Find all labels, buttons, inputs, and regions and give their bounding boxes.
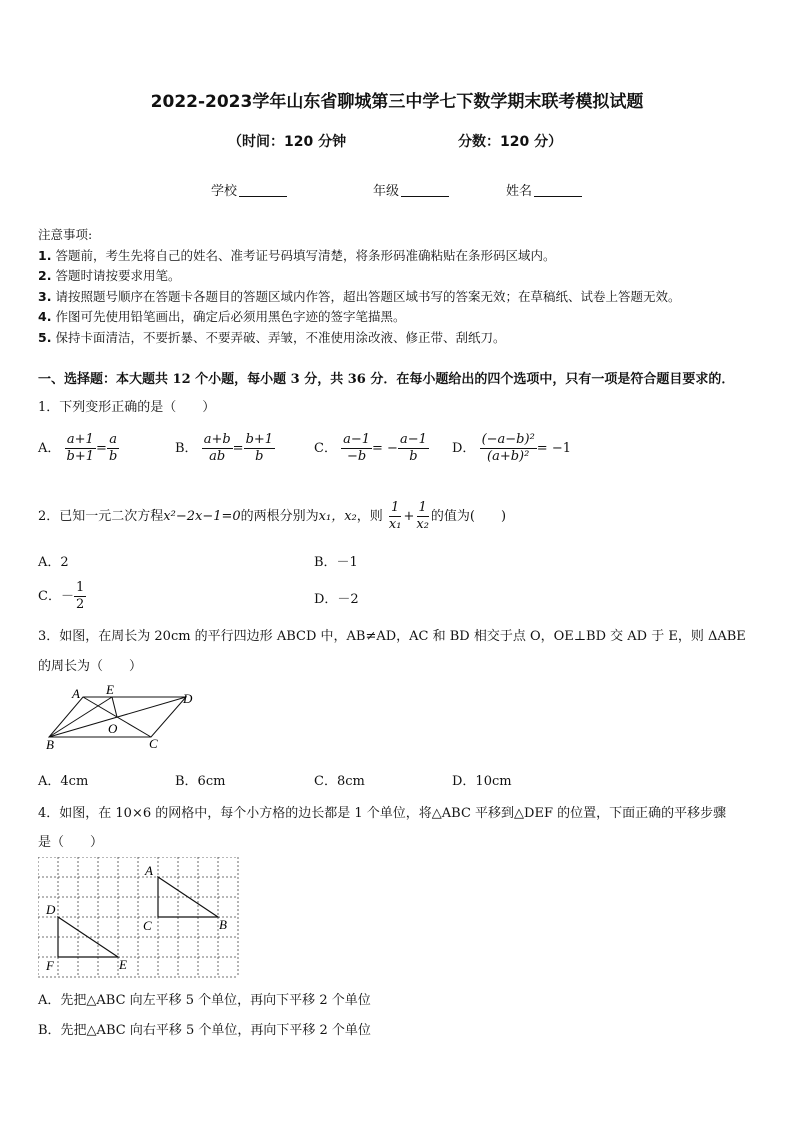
label-d: D bbox=[46, 902, 56, 917]
label-d: D bbox=[183, 691, 193, 706]
question-3-line-2: 的周长为（ ） bbox=[38, 659, 143, 674]
school-label: 学校 bbox=[211, 184, 238, 199]
q2-option-a[interactable]: A．2 bbox=[38, 555, 69, 570]
name-field[interactable] bbox=[506, 180, 582, 199]
label-b: B bbox=[46, 737, 54, 752]
q2-option-b[interactable]: B．－1 bbox=[314, 555, 358, 570]
q2-option-c[interactable]: C．－ $\frac{1}{2}$ bbox=[38, 580, 85, 612]
exam-score: 分数：120 分） bbox=[458, 134, 563, 150]
label-a: A bbox=[145, 863, 153, 878]
parallelogram-figure bbox=[40, 680, 200, 752]
fraction: $\frac{1}{\text{x₂}}$ bbox=[416, 500, 429, 532]
q3-option-d[interactable]: D．10cm bbox=[452, 774, 512, 789]
segment-be bbox=[49, 697, 112, 737]
grade-label: 年级 bbox=[373, 184, 400, 199]
q3-option-b[interactable]: B．6cm bbox=[175, 774, 226, 789]
q1-option-a[interactable]: A． $\frac{a+1}{b+1}$ = $\frac{a}{b}$ bbox=[38, 432, 118, 464]
notice-item: 1. 答题前，考生先将自己的姓名、准考证号码填写清楚，将条形码准确粘贴在条形码区域内。 bbox=[38, 248, 556, 263]
notice-item: 4. 作图可先使用铅笔画出，确定后必须用黑色字迹的签字笔描黑。 bbox=[38, 309, 406, 324]
exam-time: （时间：120 分钟 bbox=[228, 134, 347, 150]
q1-option-c[interactable]: C． $\frac{a-1}{-b}$ = − $\frac{a-1}{b}$ bbox=[314, 432, 427, 464]
notice-item: 5. 保持卡面清洁，不要折暴、不要弄破、弄皱，不准使用涂改液、修正带、刮纸刀。 bbox=[38, 330, 506, 345]
notice-item: 3. 请按照题号顺序在答题卡各题目的答题区域内作答，超出答题区域书写的答案无效；在草稿纸、试卷上答题无效。 bbox=[38, 289, 681, 304]
section-heading: 一、选择题：本大题共 12 个小题，每小题 3 分，共 36 分．在每小题给出的四个选项中，只有一项是符合题目要求的． bbox=[38, 372, 735, 387]
question-4-line-1: 4．如图，在 10×6 的网格中，每个小方格的边长都是 1 个单位，将△ABC 平移到△DEF 的位置，下面正确的平移步骤 bbox=[38, 806, 727, 821]
question-1-stem: 1．下列变形正确的是（ ） bbox=[38, 400, 216, 415]
label-e: E bbox=[106, 682, 114, 697]
fraction: $\frac{1}{2}$ bbox=[75, 580, 85, 612]
label-c: C bbox=[143, 918, 152, 933]
fraction: $\frac{a+1}{b+1}$ bbox=[66, 432, 95, 464]
grade-field[interactable] bbox=[373, 180, 449, 199]
school-field[interactable] bbox=[211, 180, 287, 199]
q4-option-b[interactable]: B．先把△ABC 向右平移 5 个单位，再向下平移 2 个单位 bbox=[38, 1023, 371, 1038]
fraction: $\frac{\text{(−a−b)²}}{\text{(a+b)²}}$ bbox=[481, 432, 535, 464]
label-e: E bbox=[119, 957, 127, 972]
label-c: C bbox=[149, 736, 158, 751]
fraction: $\frac{a-1}{b}$ bbox=[399, 432, 427, 464]
grid-figure bbox=[38, 857, 240, 980]
fraction: $\frac{b+1}{b}$ bbox=[245, 432, 274, 464]
fraction: $\frac{a}{b}$ bbox=[108, 432, 118, 464]
notice-heading: 注意事项: bbox=[38, 227, 93, 242]
page-title: 2022-2023学年山东省聊城第三中学七下数学期末联考模拟试题 bbox=[150, 92, 644, 112]
q3-option-c[interactable]: C．8cm bbox=[314, 774, 365, 789]
label-f: F bbox=[46, 958, 54, 973]
fraction: $\frac{1}{\text{x₁}}$ bbox=[388, 500, 402, 532]
q1-option-d[interactable]: D． $\frac{\text{(−a−b)²}}{\text{(a+b)²}}$ = −1 bbox=[452, 432, 571, 464]
q2-option-d[interactable]: D．－2 bbox=[314, 592, 359, 607]
q3-option-a[interactable]: A．4cm bbox=[38, 774, 89, 789]
question-3-line-1: 3．如图，在周长为 20cm 的平行四边形 ABCD 中，AB≠AD，AC 和 BD 相交于点 O，OE⊥BD 交 AD 于 E，则 ΔABE bbox=[38, 629, 746, 644]
diagonal-bd bbox=[49, 697, 186, 737]
notice-item: 2. 答题时请按要求用笔。 bbox=[38, 268, 181, 283]
label-a: A bbox=[72, 686, 80, 701]
label-b: B bbox=[219, 917, 227, 932]
fraction: $\frac{a+b}{ab}$ bbox=[203, 432, 231, 464]
name-blank[interactable] bbox=[534, 184, 582, 197]
name-label: 姓名 bbox=[506, 184, 533, 199]
school-blank[interactable] bbox=[239, 184, 287, 197]
q1-option-b[interactable]: B． $\frac{a+b}{ab}$ = $\frac{b+1}{b}$ bbox=[175, 432, 274, 464]
q4-option-a[interactable]: A．先把△ABC 向左平移 5 个单位，再向下平移 2 个单位 bbox=[38, 993, 371, 1008]
question-2-stem: 2．已知一元二次方程x²−2x−1=0的两根分别为x₁，x₂，则 $\frac{1}{\text{x₁}}$ + $\frac{1}{\text{x₂}}$ 的值为( ) bbox=[38, 500, 507, 532]
grade-blank[interactable] bbox=[401, 184, 449, 197]
fraction: $\frac{a-1}{-b}$ bbox=[343, 432, 371, 464]
question-4-line-2: 是（ ） bbox=[38, 835, 104, 850]
label-o: O bbox=[108, 721, 118, 736]
